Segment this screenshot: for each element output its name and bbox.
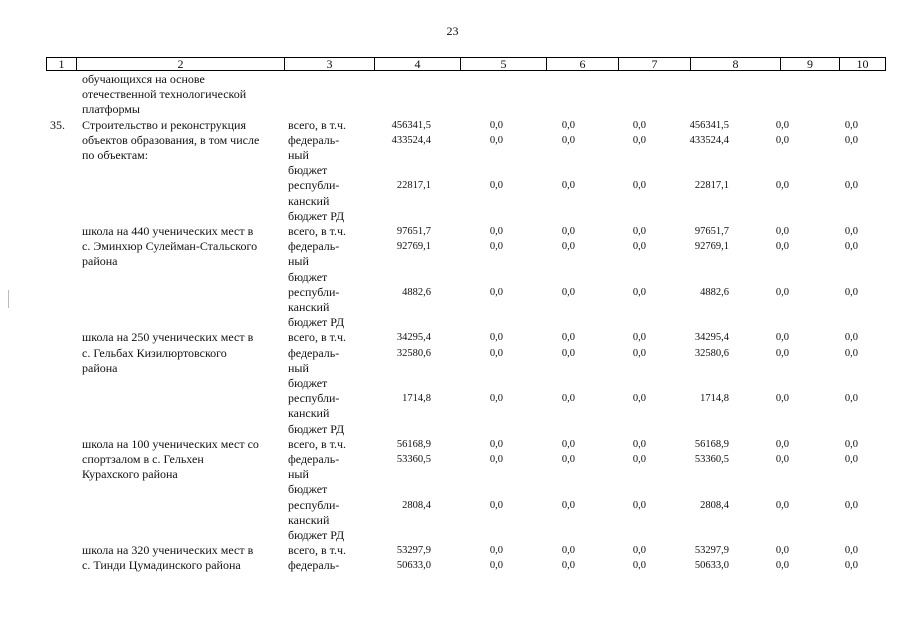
object-name-line: с. Эминхюр Сулейман-Стальского — [82, 239, 258, 254]
republic-value-col4: 2808,4 — [402, 499, 431, 511]
source-label-republic: республи- — [288, 391, 340, 406]
total-value-col8: 56168,9 — [694, 438, 729, 450]
federal-value-col4: 50633,0 — [396, 560, 431, 572]
republic-value-col5: 0,0 — [489, 499, 503, 511]
republic-value-col7: 0,0 — [632, 499, 646, 511]
republic-value-col9: 0,0 — [775, 499, 789, 511]
federal-value-col10: 0,0 — [844, 241, 858, 253]
total-value-col5: 0,0 — [489, 438, 503, 450]
source-label-total: всего, в т.ч. — [288, 543, 347, 558]
total-value-col9: 0,0 — [775, 119, 789, 131]
source-label-republic: бюджет РД — [288, 421, 345, 436]
republic-value-col9: 0,0 — [775, 393, 789, 405]
republic-value-col6: 0,0 — [561, 180, 575, 192]
source-label-republic: республи- — [288, 284, 340, 299]
source-label-federal: бюджет — [288, 376, 328, 390]
republic-value-col4: 22817,1 — [396, 180, 431, 192]
total-value-col9: 0,0 — [775, 545, 789, 557]
source-label-republic: бюджет РД — [288, 528, 345, 542]
column-header-9: 9 — [780, 58, 839, 70]
federal-value-col9: 0,0 — [775, 241, 789, 253]
total-value-col10: 0,0 — [844, 119, 858, 131]
republic-value-col9: 0,0 — [775, 286, 789, 298]
intro-text-line: платформы — [82, 102, 140, 117]
federal-value-col7: 0,0 — [632, 134, 646, 146]
source-label-republic: бюджет РД — [288, 315, 345, 330]
republic-value-col8: 1714,8 — [700, 393, 729, 405]
republic-value-col5: 0,0 — [489, 180, 503, 192]
total-value-col10: 0,0 — [844, 332, 858, 344]
source-label-republic: канский — [288, 300, 330, 314]
source-label-federal: ный — [288, 360, 309, 375]
federal-value-col9: 0,0 — [775, 347, 789, 359]
total-value-col8: 53297,9 — [694, 545, 729, 557]
object-name-line: района — [82, 254, 118, 269]
federal-value-col10: 0,0 — [844, 560, 858, 572]
federal-value-col5: 0,0 — [489, 134, 503, 146]
source-label-total: всего, в т.ч. — [288, 330, 347, 345]
republic-value-col8: 2808,4 — [700, 499, 729, 511]
total-value-col6: 0,0 — [561, 119, 575, 131]
republic-value-col10: 0,0 — [844, 393, 858, 405]
source-label-republic: канский — [288, 406, 330, 421]
total-value-col4: 456341,5 — [391, 119, 431, 131]
total-value-col5: 0,0 — [489, 332, 503, 344]
federal-value-col5: 0,0 — [489, 347, 503, 359]
federal-value-col5: 0,0 — [489, 241, 503, 253]
republic-value-col6: 0,0 — [561, 286, 575, 298]
column-header-5: 5 — [460, 58, 546, 70]
federal-value-col8: 433524,4 — [689, 134, 729, 146]
source-label-federal: бюджет — [288, 482, 328, 497]
object-name-line: школа на 250 ученических мест в — [82, 330, 254, 345]
total-value-col9: 0,0 — [775, 332, 789, 344]
total-value-col8: 456341,5 — [689, 119, 729, 131]
object-name-line: района — [82, 360, 118, 375]
column-header-8: 8 — [690, 58, 780, 70]
column-header-10: 10 — [839, 58, 885, 70]
source-label-republic: канский — [288, 193, 330, 208]
object-name-line: с. Гельбах Кизилюртовского — [82, 345, 227, 360]
federal-value-col10: 0,0 — [844, 347, 858, 359]
federal-value-col4: 433524,4 — [391, 134, 431, 146]
source-label-federal: федераль- — [288, 239, 340, 254]
total-value-col9: 0,0 — [775, 438, 789, 450]
object-name-line: Курахского района — [82, 467, 178, 482]
total-value-col5: 0,0 — [489, 226, 503, 237]
page-number: 23 — [446, 24, 459, 38]
table-header — [46, 57, 886, 71]
republic-value-col10: 0,0 — [844, 180, 858, 192]
republic-value-col7: 0,0 — [632, 286, 646, 298]
total-value-col6: 0,0 — [561, 332, 575, 344]
federal-value-col10: 0,0 — [844, 134, 858, 146]
republic-value-col4: 1714,8 — [402, 393, 431, 405]
object-name-line: школа на 320 ученических мест в — [82, 543, 254, 558]
source-label-federal: бюджет — [288, 163, 328, 178]
column-header-7: 7 — [618, 58, 690, 70]
object-name-line: с. Тинди Цумадинского района — [82, 558, 241, 573]
federal-value-col6: 0,0 — [561, 134, 575, 146]
federal-value-col6: 0,0 — [561, 241, 575, 253]
source-label-federal: ный — [288, 254, 309, 269]
federal-value-col4: 92769,1 — [396, 241, 431, 253]
federal-value-col5: 0,0 — [489, 560, 503, 572]
total-value-col4: 53297,9 — [396, 545, 431, 557]
intro-text-line: обучающихся на основе — [82, 72, 205, 86]
total-value-col4: 56168,9 — [396, 438, 431, 450]
total-value-col6: 0,0 — [561, 545, 575, 557]
source-label-federal: ный — [288, 148, 309, 162]
republic-value-col10: 0,0 — [844, 286, 858, 298]
total-value-col6: 0,0 — [561, 226, 575, 237]
republic-value-col6: 0,0 — [561, 499, 575, 511]
object-name-line: спортзалом в с. Гельхен — [82, 452, 204, 466]
source-label-total: всего, в т.ч. — [288, 117, 347, 132]
federal-value-col8: 32580,6 — [694, 347, 729, 359]
source-label-republic: республи- — [288, 178, 340, 193]
federal-value-col6: 0,0 — [561, 560, 575, 572]
total-value-col8: 34295,4 — [694, 332, 729, 344]
federal-value-col7: 0,0 — [632, 241, 646, 253]
total-value-col7: 0,0 — [632, 226, 646, 237]
total-value-col9: 0,0 — [775, 226, 789, 237]
column-header-2: 2 — [76, 58, 284, 70]
source-label-federal: федераль- — [288, 345, 340, 360]
federal-value-col7: 0,0 — [632, 560, 646, 572]
federal-value-col9: 0,0 — [775, 454, 789, 465]
source-label-federal: федераль- — [288, 132, 340, 147]
item-number: 35. — [50, 117, 65, 132]
total-value-col10: 0,0 — [844, 226, 858, 237]
federal-value-col6: 0,0 — [561, 347, 575, 359]
column-header-6: 6 — [546, 58, 618, 70]
scan-mark — [8, 290, 9, 308]
federal-value-col9: 0,0 — [775, 560, 789, 572]
total-value-col7: 0,0 — [632, 119, 646, 131]
federal-value-col5: 0,0 — [489, 454, 503, 465]
source-label-federal: федераль- — [288, 452, 340, 466]
federal-value-col6: 0,0 — [561, 454, 575, 465]
federal-value-col8: 92769,1 — [694, 241, 729, 253]
total-value-col5: 0,0 — [489, 119, 503, 131]
federal-value-col8: 53360,5 — [694, 454, 729, 465]
column-header-1: 1 — [58, 57, 65, 71]
source-label-total: всего, в т.ч. — [288, 436, 347, 451]
source-label-total: всего, в т.ч. — [288, 224, 347, 238]
total-value-col6: 0,0 — [561, 438, 575, 450]
column-header-4: 4 — [374, 58, 460, 70]
total-value-col4: 97651,7 — [396, 226, 431, 237]
federal-value-col9: 0,0 — [775, 134, 789, 146]
republic-value-col5: 0,0 — [489, 393, 503, 405]
republic-value-col7: 0,0 — [632, 393, 646, 405]
federal-value-col8: 50633,0 — [694, 560, 729, 572]
source-label-republic: канский — [288, 512, 330, 527]
federal-value-col7: 0,0 — [632, 454, 646, 465]
republic-value-col8: 22817,1 — [694, 180, 729, 192]
total-value-col10: 0,0 — [844, 545, 858, 557]
source-label-federal: бюджет — [288, 269, 328, 284]
total-value-col7: 0,0 — [632, 438, 646, 450]
total-value-col8: 97651,7 — [694, 226, 729, 237]
republic-value-col7: 0,0 — [632, 180, 646, 192]
source-label-federal: федераль- — [288, 558, 340, 573]
federal-value-col4: 32580,6 — [396, 347, 431, 359]
source-label-federal: ный — [288, 467, 309, 482]
republic-value-col4: 4882,6 — [402, 286, 431, 298]
object-name-line: школа на 100 ученических мест со — [82, 436, 259, 451]
total-value-col10: 0,0 — [844, 438, 858, 450]
federal-value-col4: 53360,5 — [396, 454, 431, 465]
source-label-republic: бюджет РД — [288, 208, 345, 223]
republic-value-col8: 4882,6 — [700, 286, 729, 298]
source-label-republic: республи- — [288, 497, 340, 512]
republic-value-col5: 0,0 — [489, 286, 503, 298]
total-value-col4: 34295,4 — [396, 332, 431, 344]
item-name-line: по объектам: — [82, 148, 149, 162]
intro-text-line: отечественной технологической — [82, 87, 247, 102]
total-value-col7: 0,0 — [632, 545, 646, 557]
republic-value-col10: 0,0 — [844, 499, 858, 511]
republic-value-col9: 0,0 — [775, 180, 789, 192]
item-name-line: Строительство и реконструкция — [82, 117, 246, 132]
item-name-line: объектов образования, в том числе — [82, 132, 260, 147]
object-name-line: школа на 440 ученических мест в — [82, 224, 254, 238]
federal-value-col10: 0,0 — [844, 454, 858, 465]
total-value-col5: 0,0 — [489, 545, 503, 557]
republic-value-col6: 0,0 — [561, 393, 575, 405]
column-header-3: 3 — [284, 58, 374, 70]
total-value-col7: 0,0 — [632, 332, 646, 344]
federal-value-col7: 0,0 — [632, 347, 646, 359]
